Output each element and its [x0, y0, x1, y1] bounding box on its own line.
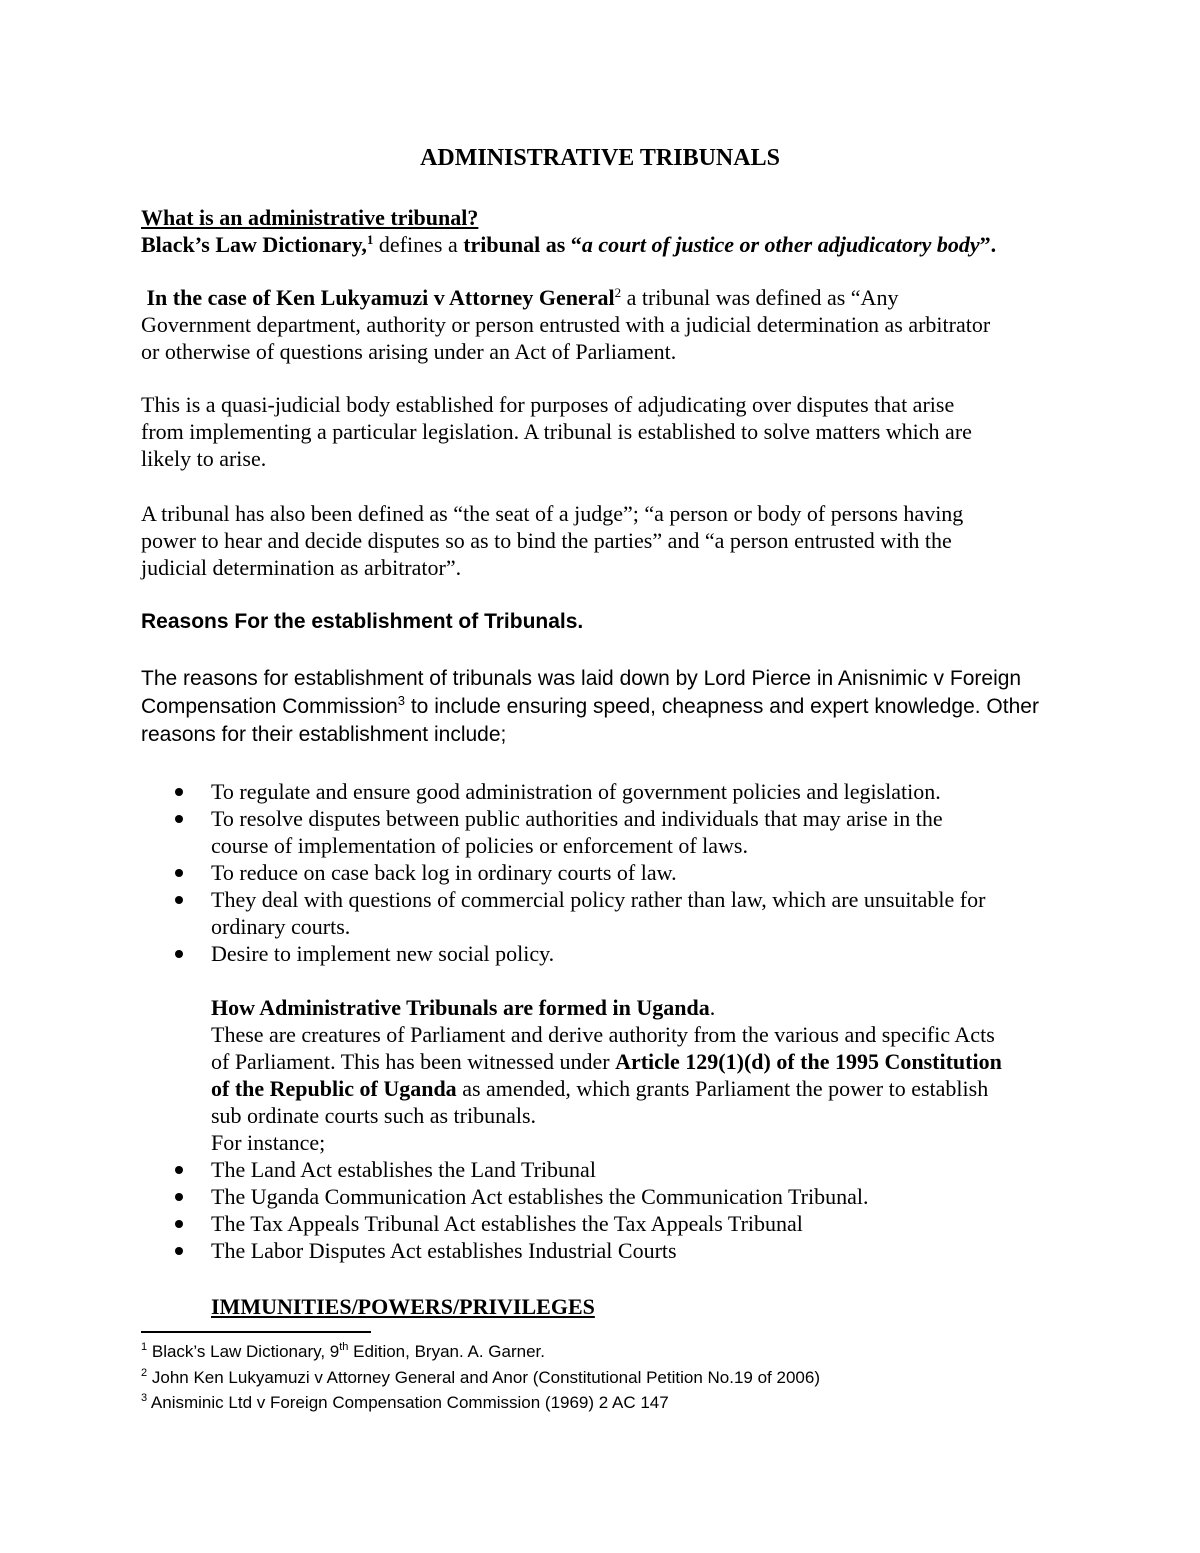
definition-mid: defines a [373, 232, 464, 257]
footnote-1: $^1$ Black’s Law Dictionary, 9th Edition, Bryan. A. Garner. [141, 1341, 545, 1361]
list-item: To resolve disputes between public authorities and individuals that may arise in the course of implementation of policies or enforcement of laws. [172, 805, 1062, 859]
list-item: They deal with questions of commercial policy rather than law, which are unsuitable for ordinary courts. [172, 886, 1062, 940]
footnote-2: $^2$ John Ken Lukyamuzi v Attorney General and Anor (Constitutional Petition No.19 of 2006) [141, 1367, 820, 1387]
case-line-1: In the case of Ken Lukyamuzi v Attorney General$^2$ a tribunal was defined as “Any [146, 285, 899, 310]
definition-source: Black’s Law Dictionary, [141, 232, 367, 257]
definition-section [141, 204, 1061, 258]
case-line-2: Government department, authority or person entrusted with a judicial determination as arbitrator [141, 312, 991, 337]
question-heading: What is an administrative tribunal? [141, 205, 479, 230]
definition-quote: a court of justice or other adjudicatory body [581, 232, 980, 257]
formation-heading: How Administrative Tribunals are formed in Uganda [211, 995, 710, 1020]
case-paragraph [141, 284, 1061, 365]
list-item: The Labor Disputes Act establishes Industrial Courts [172, 1237, 1062, 1264]
bullet-icon [175, 1166, 183, 1174]
seat-of-judge-paragraph: A tribunal has also been defined as “the seat of a judge”; “a person or body of persons having power to hear and decide disputes so as to bind the parties” and “a person entrusted with the judicial determination as arbitrator”. [141, 501, 964, 580]
formation-section: How Administrative Tribunals are formed in Uganda. These are creatures of Parliament and derive authority from the various and specific Acts of Parliament. This has been witnessed under Article 129(1)(d) of the 1995 Constitution of the Republic of Uganda as amended, which grants Parliament the power to establish sub ordinate courts such as tribunals. For instance; [211, 994, 1071, 1156]
list-item: To reduce on case back log in ordinary courts of law. [172, 859, 1062, 886]
footnote-ref-3: 3 [397, 693, 406, 708]
reasons-intro-paragraph: The reasons for establishment of tribunals was laid down by Lord Pierce in Anisnimic v Foreign Compensation Commission$^3$ to include ensuring speed, cheapness and expert knowledge. Other reasons for their establishment include; [141, 667, 1039, 746]
bullet-icon [175, 788, 183, 796]
bullet-icon [175, 896, 183, 904]
list-item: Desire to implement new social policy. [172, 940, 1062, 967]
bullet-icon [175, 1220, 183, 1228]
footnote-3: $^3$ Anisminic Ltd v Foreign Compensation Commission (1969) 2 AC 147 [141, 1392, 669, 1412]
article-reference: Article 129(1)(d) of the 1995 Constitution [615, 1049, 1002, 1074]
tribunal-examples-list [172, 1156, 1062, 1264]
case-name: In the case of Ken Lukyamuzi v Attorney General [146, 285, 615, 310]
reasons-list [172, 778, 1062, 967]
quasi-judicial-paragraph: This is a quasi-judicial body established for purposes of adjudicating over disputes that arise from implementing a particular legislation. A tribunal is established to solve matters which are likely to arise. [141, 392, 972, 471]
list-item: To regulate and ensure good administration of government policies and legislation. [172, 778, 1062, 805]
list-item: The Tax Appeals Tribunal Act establishes the Tax Appeals Tribunal [172, 1210, 1062, 1237]
bullet-icon [175, 1193, 183, 1201]
reasons-heading: Reasons For the establishment of Tribunals. [141, 610, 584, 633]
bullet-icon [175, 950, 183, 958]
formation-heading-line: How Administrative Tribunals are formed in Uganda. [211, 995, 716, 1020]
bullet-icon [175, 869, 183, 877]
document-title: ADMINISTRATIVE TRIBUNALS [420, 145, 780, 171]
immunities-heading: IMMUNITIES/POWERS/PRIVILEGES [211, 1294, 595, 1319]
footnote-ref-1: 1 [366, 232, 374, 247]
definition-line [141, 231, 1061, 258]
list-item: The Uganda Communication Act establishes the Communication Tribunal. [172, 1183, 1062, 1210]
definition-end: ”. [979, 232, 997, 257]
footnote-ref-2: 2 [614, 285, 622, 300]
bullet-icon [175, 815, 183, 823]
footnote-separator [141, 1331, 371, 1333]
list-item: The Land Act establishes the Land Tribunal [172, 1156, 1062, 1183]
bullet-icon [175, 1247, 183, 1255]
case-line-3: or otherwise of questions arising under an Act of Parliament. [141, 339, 677, 364]
definition-term: tribunal as “ [463, 232, 582, 257]
